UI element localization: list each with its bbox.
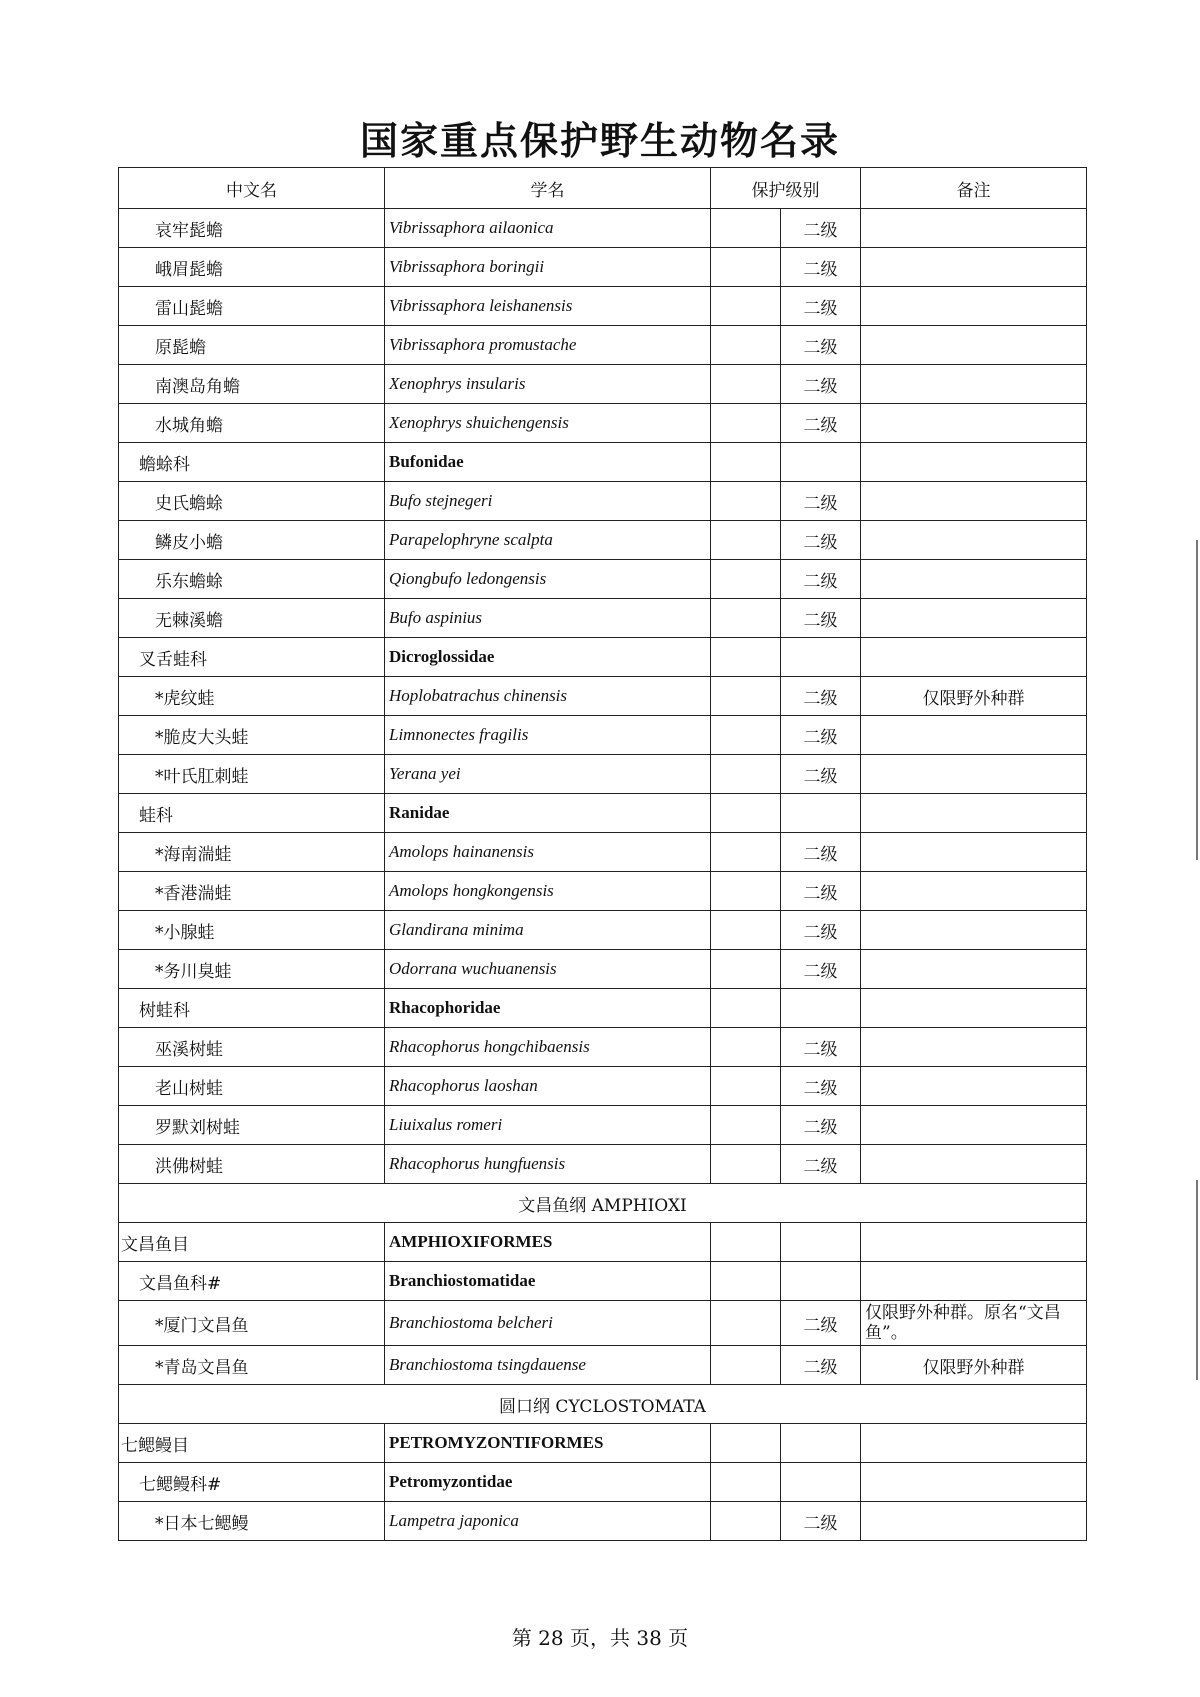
level-two-cell bbox=[781, 1223, 861, 1262]
level-two-cell: 二级 bbox=[781, 248, 861, 287]
chinese-name-cell: *香港湍蛙 bbox=[119, 872, 385, 911]
note-cell: 仅限野外种群 bbox=[861, 677, 1087, 716]
species-row bbox=[119, 1346, 1087, 1385]
table-body bbox=[119, 168, 1087, 1541]
scientific-name-cell: Rhacophorus laoshan bbox=[385, 1067, 711, 1106]
scan-edge-mark bbox=[1196, 540, 1198, 860]
scientific-name-cell: Petromyzontidae bbox=[385, 1463, 711, 1502]
species-row bbox=[119, 599, 1087, 638]
note-cell bbox=[861, 1106, 1087, 1145]
level-two-cell: 二级 bbox=[781, 950, 861, 989]
scientific-name-cell: Rhacophorus hungfuensis bbox=[385, 1145, 711, 1184]
level-two-cell: 二级 bbox=[781, 911, 861, 950]
protected-species-table bbox=[118, 167, 1087, 1541]
level-one-cell bbox=[711, 1067, 781, 1106]
chinese-name-cell: 文昌鱼目 bbox=[119, 1223, 385, 1262]
level-one-cell bbox=[711, 872, 781, 911]
scientific-name-cell: Amolops hainanensis bbox=[385, 833, 711, 872]
species-row bbox=[119, 1106, 1087, 1145]
scientific-name-cell: Odorrana wuchuanensis bbox=[385, 950, 711, 989]
note-cell bbox=[861, 950, 1087, 989]
chinese-name-cell: 鳞皮小蟾 bbox=[119, 521, 385, 560]
level-one-cell bbox=[711, 560, 781, 599]
species-row bbox=[119, 560, 1087, 599]
chinese-name-cell: *务川臭蛙 bbox=[119, 950, 385, 989]
chinese-name-cell: *叶氏肛刺蛙 bbox=[119, 755, 385, 794]
family-row bbox=[119, 443, 1087, 482]
species-row bbox=[119, 872, 1087, 911]
chinese-name-cell: 蟾蜍科 bbox=[119, 443, 385, 482]
chinese-name-cell: 七鳃鳗科# bbox=[119, 1463, 385, 1502]
note-cell bbox=[861, 443, 1087, 482]
level-two-cell bbox=[781, 638, 861, 677]
note-cell bbox=[861, 794, 1087, 833]
chinese-name-cell: *海南湍蛙 bbox=[119, 833, 385, 872]
family-row bbox=[119, 1463, 1087, 1502]
order-row bbox=[119, 1223, 1087, 1262]
level-two-cell bbox=[781, 443, 861, 482]
family-row bbox=[119, 638, 1087, 677]
class-row bbox=[119, 1184, 1087, 1223]
level-one-cell bbox=[711, 1463, 781, 1502]
note-cell bbox=[861, 404, 1087, 443]
level-one-cell bbox=[711, 794, 781, 833]
level-one-cell bbox=[711, 1145, 781, 1184]
note-cell bbox=[861, 521, 1087, 560]
level-one-cell bbox=[711, 950, 781, 989]
scientific-name-cell: Vibrissaphora ailaonica bbox=[385, 209, 711, 248]
level-two-cell: 二级 bbox=[781, 1145, 861, 1184]
scientific-name-cell: Branchiostoma tsingdauense bbox=[385, 1346, 711, 1385]
level-two-cell: 二级 bbox=[781, 482, 861, 521]
scientific-name-cell: PETROMYZONTIFORMES bbox=[385, 1424, 711, 1463]
note-cell bbox=[861, 365, 1087, 404]
note-cell bbox=[861, 1463, 1087, 1502]
chinese-name-cell: 老山树蛙 bbox=[119, 1067, 385, 1106]
chinese-name-cell: *脆皮大头蛙 bbox=[119, 716, 385, 755]
level-one-cell bbox=[711, 443, 781, 482]
level-one-cell bbox=[711, 326, 781, 365]
note-cell bbox=[861, 599, 1087, 638]
scientific-name-cell: Ranidae bbox=[385, 794, 711, 833]
level-two-cell: 二级 bbox=[781, 560, 861, 599]
chinese-name-cell: 七鳃鳗目 bbox=[119, 1424, 385, 1463]
scientific-name-cell: Branchiostomatidae bbox=[385, 1262, 711, 1301]
level-one-cell bbox=[711, 1502, 781, 1541]
order-row bbox=[119, 1424, 1087, 1463]
chinese-name-cell: *日本七鳃鳗 bbox=[119, 1502, 385, 1541]
level-two-cell: 二级 bbox=[781, 326, 861, 365]
species-row bbox=[119, 716, 1087, 755]
scientific-name-cell: Glandirana minima bbox=[385, 911, 711, 950]
chinese-name-cell: 南澳岛角蟾 bbox=[119, 365, 385, 404]
note-cell bbox=[861, 638, 1087, 677]
note-cell bbox=[861, 911, 1087, 950]
level-two-cell bbox=[781, 989, 861, 1028]
note-cell bbox=[861, 989, 1087, 1028]
note-cell bbox=[861, 716, 1087, 755]
species-row bbox=[119, 755, 1087, 794]
level-one-cell bbox=[711, 716, 781, 755]
level-one-cell bbox=[711, 287, 781, 326]
note-cell bbox=[861, 1502, 1087, 1541]
note-cell bbox=[861, 1145, 1087, 1184]
level-one-cell bbox=[711, 599, 781, 638]
chinese-name-cell: 峨眉髭蟾 bbox=[119, 248, 385, 287]
level-one-cell bbox=[711, 521, 781, 560]
species-row bbox=[119, 677, 1087, 716]
class-label: 文昌鱼纲 AMPHIOXI bbox=[119, 1184, 1087, 1223]
scientific-name-cell: Xenophrys shuichengensis bbox=[385, 404, 711, 443]
level-two-cell bbox=[781, 794, 861, 833]
level-two-cell: 二级 bbox=[781, 1106, 861, 1145]
level-one-cell bbox=[711, 1262, 781, 1301]
chinese-name-cell: 史氏蟾蜍 bbox=[119, 482, 385, 521]
level-two-cell: 二级 bbox=[781, 1067, 861, 1106]
chinese-name-cell: 乐东蟾蜍 bbox=[119, 560, 385, 599]
level-two-cell: 二级 bbox=[781, 716, 861, 755]
level-two-cell: 二级 bbox=[781, 209, 861, 248]
level-two-cell bbox=[781, 1262, 861, 1301]
scientific-name-cell: Qiongbufo ledongensis bbox=[385, 560, 711, 599]
level-two-cell bbox=[781, 1463, 861, 1502]
chinese-name-cell: *厦门文昌鱼 bbox=[119, 1301, 385, 1346]
scientific-name-cell: Branchiostoma belcheri bbox=[385, 1301, 711, 1346]
note-cell: 仅限野外种群 bbox=[861, 1346, 1087, 1385]
chinese-name-cell: 水城角蟾 bbox=[119, 404, 385, 443]
note-cell bbox=[861, 287, 1087, 326]
note-cell bbox=[861, 482, 1087, 521]
scientific-name-cell: Rhacophorus hongchibaensis bbox=[385, 1028, 711, 1067]
species-row bbox=[119, 1301, 1087, 1346]
family-row bbox=[119, 794, 1087, 833]
chinese-name-cell: 叉舌蛙科 bbox=[119, 638, 385, 677]
species-row bbox=[119, 521, 1087, 560]
scientific-name-cell: Xenophrys insularis bbox=[385, 365, 711, 404]
table-header-row bbox=[119, 168, 1087, 209]
scientific-name-cell: AMPHIOXIFORMES bbox=[385, 1223, 711, 1262]
level-one-cell bbox=[711, 1424, 781, 1463]
scientific-name-cell: Bufo aspinius bbox=[385, 599, 711, 638]
scientific-name-cell: Bufonidae bbox=[385, 443, 711, 482]
level-one-cell bbox=[711, 1346, 781, 1385]
class-row bbox=[119, 1385, 1087, 1424]
note-cell bbox=[861, 1424, 1087, 1463]
species-row bbox=[119, 833, 1087, 872]
page-number: 第 28 页，共 38 页 bbox=[511, 1626, 689, 1650]
level-one-cell bbox=[711, 1028, 781, 1067]
level-two-cell: 二级 bbox=[781, 755, 861, 794]
chinese-name-cell: 罗默刘树蛙 bbox=[119, 1106, 385, 1145]
level-two-cell: 二级 bbox=[781, 1028, 861, 1067]
note-cell bbox=[861, 248, 1087, 287]
scientific-name-cell: Dicroglossidae bbox=[385, 638, 711, 677]
level-one-cell bbox=[711, 989, 781, 1028]
species-row bbox=[119, 404, 1087, 443]
scientific-name-cell: Liuixalus romeri bbox=[385, 1106, 711, 1145]
family-row bbox=[119, 989, 1087, 1028]
scientific-name-cell: Vibrissaphora leishanensis bbox=[385, 287, 711, 326]
scientific-name-cell: Vibrissaphora boringii bbox=[385, 248, 711, 287]
page-title: 国家重点保护野生动物名录 bbox=[359, 118, 840, 163]
level-one-cell bbox=[711, 404, 781, 443]
scientific-name-cell: Lampetra japonica bbox=[385, 1502, 711, 1541]
species-row bbox=[119, 365, 1087, 404]
scientific-name-cell: Amolops hongkongensis bbox=[385, 872, 711, 911]
level-one-cell bbox=[711, 1301, 781, 1346]
level-two-cell: 二级 bbox=[781, 287, 861, 326]
species-row bbox=[119, 950, 1087, 989]
species-row bbox=[119, 482, 1087, 521]
note-cell bbox=[861, 1028, 1087, 1067]
species-row bbox=[119, 1145, 1087, 1184]
level-two-cell: 二级 bbox=[781, 677, 861, 716]
chinese-name-cell: 巫溪树蛙 bbox=[119, 1028, 385, 1067]
level-one-cell bbox=[711, 365, 781, 404]
chinese-name-cell: 文昌鱼科# bbox=[119, 1262, 385, 1301]
level-two-cell: 二级 bbox=[781, 404, 861, 443]
scientific-name-cell: Bufo stejnegeri bbox=[385, 482, 711, 521]
chinese-name-cell: *小腺蛙 bbox=[119, 911, 385, 950]
chinese-name-cell: 蛙科 bbox=[119, 794, 385, 833]
species-row bbox=[119, 326, 1087, 365]
level-two-cell: 二级 bbox=[781, 872, 861, 911]
scientific-name-cell: Vibrissaphora promustache bbox=[385, 326, 711, 365]
header-notes: 备注 bbox=[861, 168, 1087, 209]
note-cell bbox=[861, 560, 1087, 599]
level-two-cell: 二级 bbox=[781, 1301, 861, 1346]
chinese-name-cell: 洪佛树蛙 bbox=[119, 1145, 385, 1184]
level-one-cell bbox=[711, 911, 781, 950]
header-chinese-name: 中文名 bbox=[119, 168, 385, 209]
scientific-name-cell: Rhacophoridae bbox=[385, 989, 711, 1028]
level-two-cell: 二级 bbox=[781, 1502, 861, 1541]
level-two-cell: 二级 bbox=[781, 599, 861, 638]
level-two-cell: 二级 bbox=[781, 365, 861, 404]
species-row bbox=[119, 911, 1087, 950]
chinese-name-cell: *青岛文昌鱼 bbox=[119, 1346, 385, 1385]
level-one-cell bbox=[711, 755, 781, 794]
note-cell bbox=[861, 326, 1087, 365]
header-protection-level: 保护级别 bbox=[711, 168, 861, 209]
level-one-cell bbox=[711, 1223, 781, 1262]
scan-edge-mark bbox=[1196, 1180, 1198, 1380]
note-cell bbox=[861, 1067, 1087, 1106]
note-cell bbox=[861, 833, 1087, 872]
scientific-name-cell: Hoplobatrachus chinensis bbox=[385, 677, 711, 716]
level-one-cell bbox=[711, 209, 781, 248]
note-cell bbox=[861, 872, 1087, 911]
level-two-cell: 二级 bbox=[781, 521, 861, 560]
species-row bbox=[119, 1028, 1087, 1067]
scientific-name-cell: Parapelophryne scalpta bbox=[385, 521, 711, 560]
family-row bbox=[119, 1262, 1087, 1301]
species-row bbox=[119, 1067, 1087, 1106]
level-one-cell bbox=[711, 248, 781, 287]
level-one-cell bbox=[711, 638, 781, 677]
chinese-name-cell: *虎纹蛙 bbox=[119, 677, 385, 716]
note-cell bbox=[861, 1223, 1087, 1262]
scientific-name-cell: Yerana yei bbox=[385, 755, 711, 794]
chinese-name-cell: 雷山髭蟾 bbox=[119, 287, 385, 326]
chinese-name-cell: 哀牢髭蟾 bbox=[119, 209, 385, 248]
note-cell: 仅限野外种群。原名“文昌鱼”。 bbox=[861, 1301, 1087, 1346]
species-row bbox=[119, 287, 1087, 326]
species-row bbox=[119, 248, 1087, 287]
level-one-cell bbox=[711, 482, 781, 521]
level-one-cell bbox=[711, 833, 781, 872]
chinese-name-cell: 树蛙科 bbox=[119, 989, 385, 1028]
level-one-cell bbox=[711, 1106, 781, 1145]
scientific-name-cell: Limnonectes fragilis bbox=[385, 716, 711, 755]
level-two-cell bbox=[781, 1424, 861, 1463]
level-two-cell: 二级 bbox=[781, 833, 861, 872]
species-row bbox=[119, 209, 1087, 248]
note-cell bbox=[861, 755, 1087, 794]
chinese-name-cell: 无棘溪蟾 bbox=[119, 599, 385, 638]
species-row bbox=[119, 1502, 1087, 1541]
note-cell bbox=[861, 209, 1087, 248]
level-two-cell: 二级 bbox=[781, 1346, 861, 1385]
level-one-cell bbox=[711, 677, 781, 716]
note-cell bbox=[861, 1262, 1087, 1301]
class-label: 圆口纲 CYCLOSTOMATA bbox=[119, 1385, 1087, 1424]
chinese-name-cell: 原髭蟾 bbox=[119, 326, 385, 365]
header-scientific-name: 学名 bbox=[385, 168, 711, 209]
